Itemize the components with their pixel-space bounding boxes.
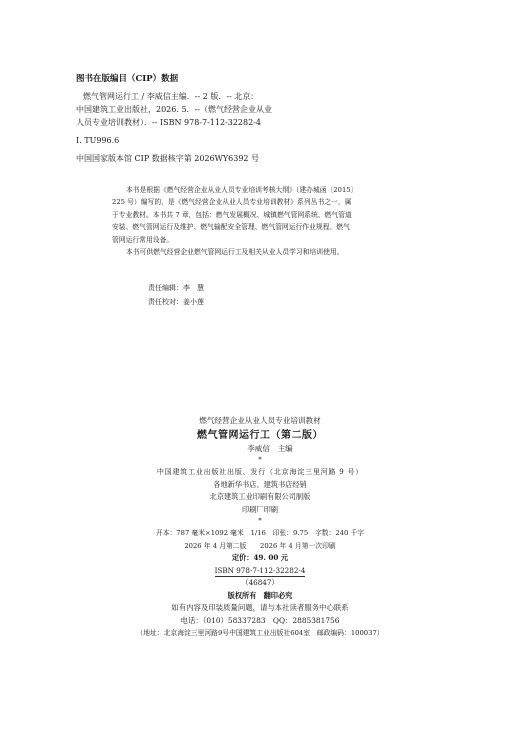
edition-line: 2026 年 4 月第二版 2026 年 4 月第一次印刷	[184, 541, 336, 550]
book-title: 燃气管网运行工（第二版）	[197, 429, 323, 441]
author: 李威信 主编	[247, 443, 293, 453]
summary-line: 本书是根据《燃气经营企业从业人员专业培训考核大纲》（建办城函〔2015〕	[126, 186, 358, 194]
contact-address: （地址：北京海淀三里河路9号中国建筑工业出版社604室 邮政编码：100037）	[136, 629, 384, 637]
responsible-editor: 责任编辑：李 慧	[148, 284, 204, 292]
distributor-line: 各地新华书店、建筑书店经销	[213, 479, 307, 489]
summary-line: 安装、燃气管网运行及维护、燃气输配安全管理、燃气管网运行作业规程、燃气	[112, 223, 350, 232]
editor-credits	[148, 281, 204, 309]
summary-line: 225 号）编写的，是《燃气经营企业从业人员专业培训教材》系列丛书之一，属	[112, 198, 352, 207]
summary-line: 本书可供燃气经营企业燃气管网运行工及相关从业人员学习和培训使用。	[126, 248, 344, 257]
contact-phone: 电话：（010）58337283 QQ：2885381756	[180, 615, 340, 625]
book-code: （46847）	[241, 578, 279, 587]
separator-star: *	[258, 517, 262, 525]
isbn: ISBN 978-7-112-32282-4	[214, 565, 306, 575]
summary-line: 于专业教材。本书共 7 章，包括：燃气发展概况、城镇燃气管网系统、燃气管道	[112, 210, 352, 219]
price: 定价：49. 00 元	[231, 553, 289, 562]
cip-classification: Ⅰ. TU996.6	[76, 136, 120, 145]
quality-notice: 如有内容及印装质量问题，请与本社读者服务中心联系	[171, 603, 349, 612]
book-summary	[112, 184, 412, 258]
cip-title: 图书在版编目（CIP）数据	[76, 74, 179, 84]
cip-number: 中国国家版本馆 CIP 数据核字第 2026WY6392 号	[76, 154, 260, 163]
separator-star: *	[258, 456, 262, 464]
summary-line: 管网运行常用设备。	[112, 235, 174, 244]
cip-line: 中国建筑工业出版社，2026. 5．--（燃气经营企业从业	[76, 105, 272, 114]
rights-notice: 版权所有 翻印必究	[227, 590, 293, 600]
cip-data-block	[76, 73, 456, 165]
format-specs: 开本：787 毫米×1092 毫米 1/16 印张：9.75 字数：240 千字	[155, 529, 365, 537]
series-name: 燃气经营企业从业人员专业培训教材	[199, 416, 321, 425]
typesetter-line: 北京建筑工业印刷有限公司制版	[209, 492, 311, 501]
cip-line: 燃气管网运行工 / 李威信主编．-- 2 版．-- 北京：	[83, 92, 259, 101]
cip-line: 人员专业培训教材）．-- ISBN 978-7-112-32282-4	[76, 118, 261, 127]
printer-line: 印刷厂印刷	[242, 504, 278, 514]
colophon	[0, 415, 520, 640]
responsible-proofreader: 责任校对：姜小莲	[148, 298, 204, 306]
publisher-line: 中国建筑工业出版社出版、发行（北京海淀三里河路 9 号）	[156, 468, 364, 476]
